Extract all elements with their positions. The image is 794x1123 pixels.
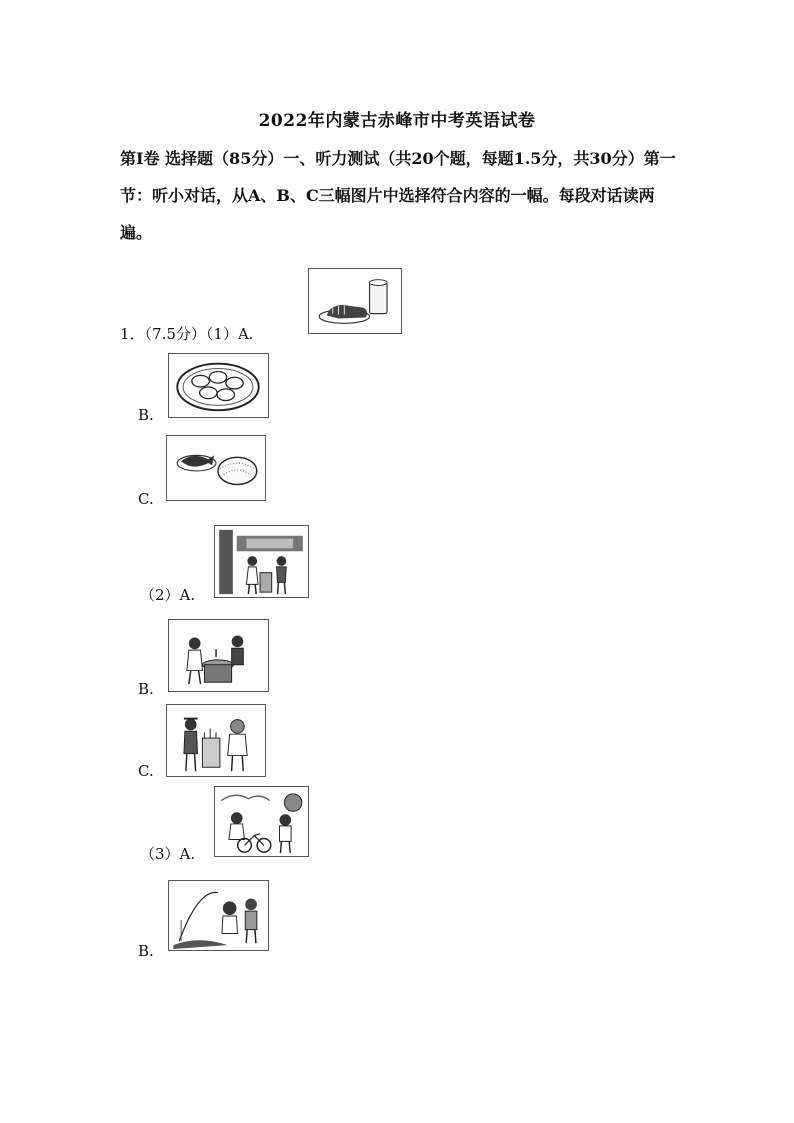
q1-option-b-image — [168, 353, 269, 418]
q3-option-a-label: （3）A. — [140, 845, 196, 863]
q3-option-b-image — [168, 880, 269, 951]
q2-option-b-label: B. — [138, 680, 154, 698]
q2-option-c-label: C. — [138, 762, 154, 780]
q1-option-b-label: B. — [138, 406, 154, 424]
q2-option-a-image — [214, 525, 309, 598]
q1-option-c-image — [166, 435, 266, 501]
page-title: 2022年内蒙古赤峰市中考英语试卷 — [258, 111, 536, 131]
q3-option-a-image — [214, 786, 309, 857]
q3-option-b-label: B. — [138, 942, 154, 960]
q2-option-a-label: （2）A. — [140, 586, 196, 604]
q2-option-c-image — [166, 704, 266, 777]
section-instructions: 第I卷 选择题（85分）一、听力测试（共20个题，每题1.5分，共30分）第一节：听小对话，从A、B、C三幅图片中选择符合内容的一幅。每段对话读两遍。 — [120, 149, 676, 242]
q2-option-b-image — [168, 619, 269, 692]
q1-option-a-label: 1．（7.5分）（1）A. — [120, 325, 254, 343]
q1-option-c-label: C. — [138, 490, 154, 508]
q1-option-a-image — [308, 268, 402, 334]
